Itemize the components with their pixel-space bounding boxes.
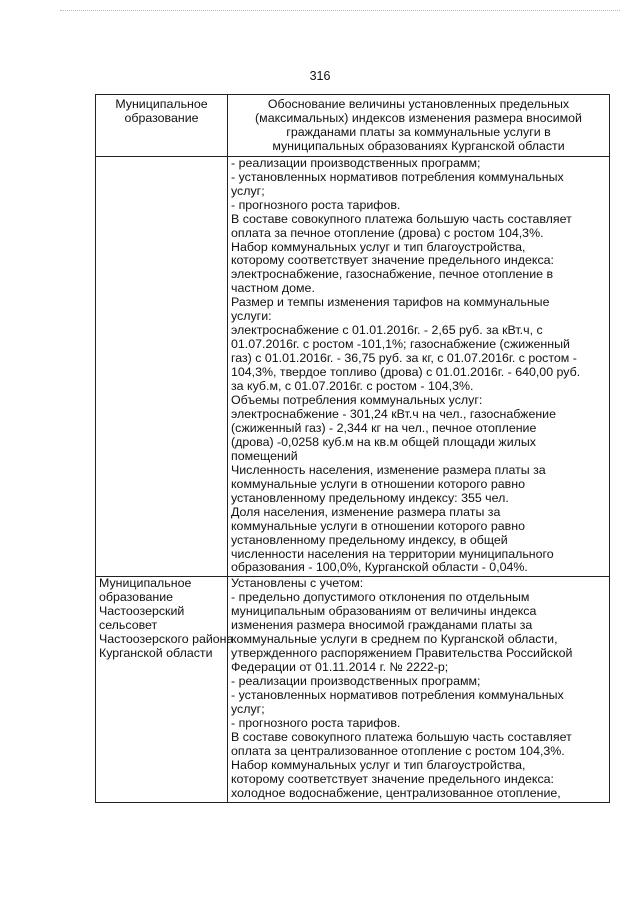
text-line: В составе совокупного платежа большую часть составляет (231, 729, 572, 744)
text-line: электроснабжение, газоснабжение, печное отопление в (231, 267, 554, 282)
text-line: (дрова) -0,0258 куб.м на кв.м общей площади жилых (231, 434, 536, 449)
text-line: 104,3%, твердое топливо (дрова) с 01.01.2016г. - 640,00 руб. (231, 365, 581, 380)
text-line: оплата за печное отопление (дрова) с ростом 104,3%. (231, 225, 544, 240)
text-line: - установленных нормативов потребления коммунальных (231, 169, 564, 184)
text-line: электроснабжение - 301,24 кВт.ч на чел., газоснабжение (231, 406, 556, 421)
text-line: - предельно допустимого отклонения по отдельным (231, 590, 530, 605)
text-line: образования - 100,0%, Курганской области - 0,04%. (231, 560, 528, 575)
text-line: Объемы потребления коммунальных услуг: (231, 393, 483, 408)
text-line: - реализации производственных программ; (231, 155, 481, 170)
text-line: оплата за централизованное отопление с ростом 104,3%. (231, 743, 565, 758)
text-line: газ) с 01.01.2016г. - 36,75 руб. за кг, с 01.07.2016г. с ростом - (231, 351, 577, 366)
text-line: Размер и темпы изменения тарифов на коммунальные (231, 295, 550, 310)
text-line: услуг; (231, 183, 265, 198)
text-line: коммунальные услуги в отношении которого равно (231, 476, 525, 491)
text-line: которому соответствует значение предельного индекса: (231, 771, 554, 786)
text-line: - реализации производственных программ; (231, 674, 481, 689)
municipality-line: образование (99, 590, 174, 605)
text-line: (сжиженный газ) - 2,344 кг на чел., печное отопление (231, 420, 537, 435)
text-line: Установлены с учетом: (231, 576, 364, 591)
header-text-line: (максимальных) индексов изменения размера вносимой (255, 110, 582, 125)
text-line: В составе совокупного платежа большую часть составляет (231, 211, 572, 226)
municipality-cell (96, 156, 228, 577)
page-number: 316 (309, 69, 331, 83)
text-line: которому соответствует значение предельного индекса: (231, 253, 554, 268)
scan-top-edge (60, 10, 620, 11)
text-line: помещений (231, 448, 298, 463)
municipality-line: сельсовет (99, 618, 158, 633)
text-line: коммунальные услуги в отношении которого равно (231, 518, 525, 533)
text-line: услуг; (231, 701, 265, 716)
municipality-line: Курганской области (99, 646, 213, 661)
text-line: за куб.м, с 01.07.2016г. с ростом - 104,3%. (231, 379, 474, 394)
text-line: - прогнозного роста тарифов. (231, 715, 401, 730)
table-header-row (96, 95, 610, 157)
municipality-line: Муниципальное (99, 576, 192, 591)
header-text-line: образование (124, 110, 199, 125)
text-line: холодное водоснабжение, централизованное отопление, (231, 785, 561, 800)
text-line: численности населения на территории муниципального (231, 546, 554, 561)
table-row (96, 577, 610, 802)
text-line: изменения размера вносимой гражданами платы за (231, 618, 533, 633)
text-line: Численность населения, изменение размера платы за (231, 462, 546, 477)
text-line: муниципальным образованиям от величины индекса (231, 604, 537, 619)
text-line: услуги: (231, 309, 272, 324)
header-text-line: Обоснование величины установленных предельных (267, 97, 570, 111)
header-justification (228, 95, 610, 157)
municipality-cell (96, 576, 234, 802)
tariff-table (95, 94, 610, 803)
header-text-line: Муниципальное (115, 97, 208, 111)
header-text-line: муниципальных образованиях Курганской области (272, 138, 565, 153)
text-line: частном доме. (231, 281, 315, 296)
text-line: Набор коммунальных услуг и тип благоустройства, (231, 239, 526, 254)
text-line: - прогнозного роста тарифов. (231, 197, 401, 212)
table-row (96, 156, 610, 577)
text-line: электроснабжение с 01.01.2016г. - 2,65 руб. за кВт.ч, с (231, 323, 543, 338)
header-municipality (96, 95, 228, 157)
text-line: - установленных нормативов потребления коммунальных (231, 688, 564, 703)
text-line: установленному предельному индексу: 355 чел. (231, 490, 509, 505)
header-text-line: гражданами платы за коммунальные услуги в (286, 124, 551, 139)
text-line: 01.07.2016г. с ростом -101,1%; газоснабжение (сжиженный (231, 337, 570, 352)
text-line: Федерации от 01.11.2014 г. № 2222-р; (231, 660, 449, 675)
text-line: установленному предельному индексу, в общей (231, 532, 508, 547)
text-line: утвержденного распоряжением Правительства Российской (231, 646, 573, 661)
justification-cell (228, 156, 610, 577)
municipality-line: Частоозерского района (99, 632, 234, 647)
municipality-line: Частоозерский (99, 604, 185, 619)
text-line: Доля населения, изменение размера платы за (231, 504, 501, 519)
justification-cell (228, 577, 610, 802)
text-line: Набор коммунальных услуг и тип благоустройства, (231, 757, 526, 772)
text-line: коммунальные услуги в среднем по Курганской области, (231, 632, 558, 647)
